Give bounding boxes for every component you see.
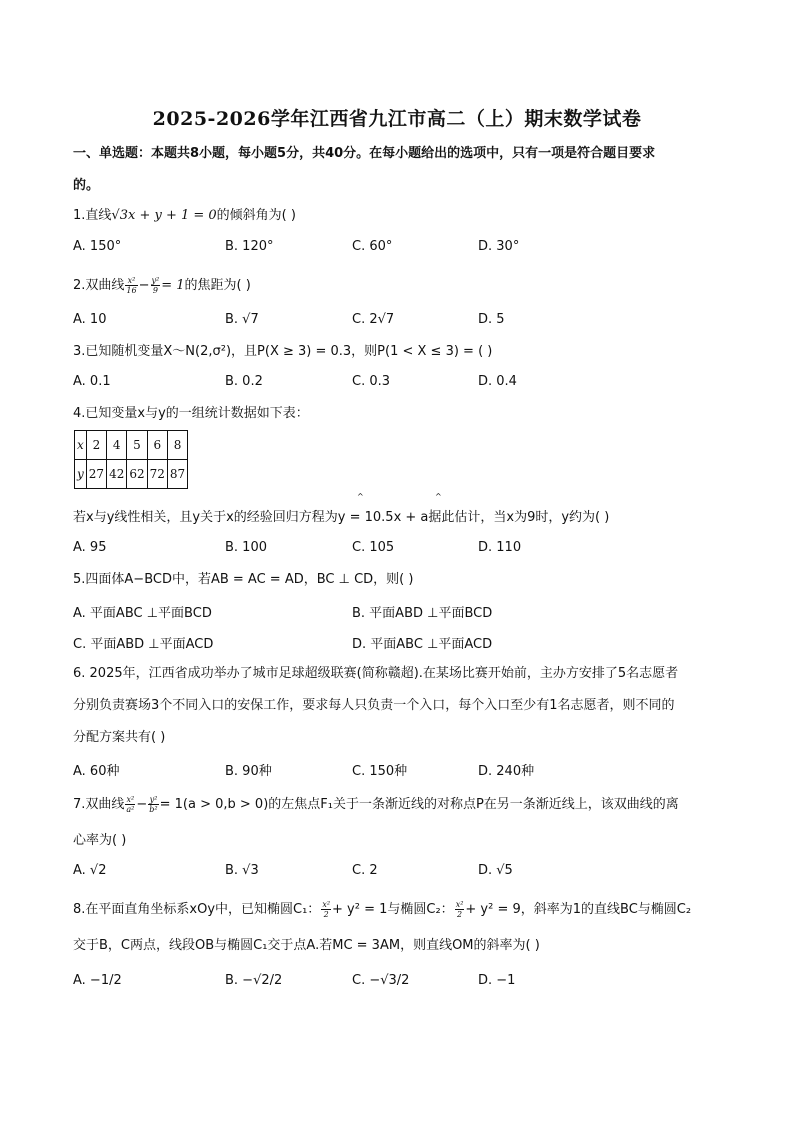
q1-option-b[interactable]: B. 120° bbox=[225, 239, 274, 254]
q8-mid1: + y² = 1与椭圆C₂： bbox=[332, 902, 454, 917]
q8-options bbox=[73, 973, 753, 991]
q5-options-row2 bbox=[73, 633, 753, 651]
section-instructions-line1: 一、单选题：本题共8小题，每小题5分，共40分。在每小题给出的选项中，只有一项是符合题目要求 bbox=[73, 146, 656, 161]
q4-option-b[interactable]: B. 100 bbox=[225, 540, 267, 555]
q6-option-b[interactable]: B. 90种 bbox=[225, 764, 272, 779]
table-cell: 8 bbox=[167, 431, 187, 460]
q7-option-b[interactable]: B. √3 bbox=[225, 863, 259, 878]
table-cell: 27 bbox=[86, 460, 106, 489]
question-6-line3: 分配方案共有( ) bbox=[73, 730, 166, 745]
question-6-line2: 分别负责赛场3个不同入口的安保工作，要求每人只负责一个入口，每个入口至少有1名志愿者，则不同的 bbox=[73, 698, 675, 713]
q2-equals: = 1 bbox=[161, 278, 185, 293]
q1-option-c[interactable]: C. 60° bbox=[352, 239, 393, 254]
q7-option-a[interactable]: A. √2 bbox=[73, 863, 107, 878]
table-cell: 62 bbox=[127, 460, 147, 489]
q2-prefix: 2.双曲线 bbox=[73, 278, 125, 293]
q7-option-d[interactable]: D. √5 bbox=[478, 863, 513, 878]
exam-title: 2025-2026学年江西省九江市高二（上）期末数学试卷 bbox=[152, 108, 642, 130]
q6-options bbox=[73, 760, 753, 778]
q8-option-a[interactable]: A. −1/2 bbox=[73, 973, 122, 988]
q7-fraction-y: $\frac{\text{y²}}{\text{b²}}$ bbox=[149, 795, 158, 814]
question-1 bbox=[73, 207, 296, 225]
hat-mark: ^ bbox=[357, 492, 364, 501]
q3-option-b[interactable]: B. 0.2 bbox=[225, 374, 263, 389]
q8-fraction-1: $\frac{\text{x²}}{2}$ bbox=[322, 900, 331, 919]
question-6-line1: 6. 2025年，江西省成功举办了城市足球超级联赛(简称赣超).在某场比赛开始前，主办方安排了5名志愿者 bbox=[73, 666, 679, 681]
q3-option-d[interactable]: D. 0.4 bbox=[478, 374, 517, 389]
section-instructions-line2: 的。 bbox=[73, 178, 100, 193]
table-cell-y-label: y bbox=[75, 460, 87, 489]
q7-tail: = 1(a > 0,b > 0)的左焦点F₁关于一条渐近线的对称点P在另一条渐近线上，该双曲线的离 bbox=[159, 797, 679, 812]
question-7-line1: 7.双曲线 $\frac{\text{x²}}{\text{a²}}$ − $\frac{\text{y²}}{\text{b²}}$ = 1(a > 0,b > 0)的左焦点F₁关于一条渐近线的对称点P在另一条渐近线上，该双曲线的离 bbox=[73, 795, 679, 814]
q1-prefix: 1.直线 bbox=[73, 208, 112, 223]
q8-fraction-2: $\frac{\text{x²}}{2}$ bbox=[455, 900, 464, 919]
q4-options bbox=[73, 540, 753, 558]
q7-prefix: 7.双曲线 bbox=[73, 797, 125, 812]
q2-suffix: 的焦距为( ) bbox=[184, 278, 251, 293]
q6-option-c[interactable]: C. 150种 bbox=[352, 764, 408, 779]
question-2: 2.双曲线 $\frac{\text{x²}}{16}$ − $\frac{\text{y²}}{9}$ = 1的焦距为( ) bbox=[73, 276, 251, 295]
q1-options bbox=[73, 239, 753, 257]
q2-option-b[interactable]: B. √7 bbox=[225, 312, 259, 327]
hat-mark: ^ bbox=[435, 492, 442, 501]
table-row-y bbox=[75, 460, 188, 489]
stats-table bbox=[74, 430, 188, 489]
q7-option-c[interactable]: C. 2 bbox=[352, 863, 378, 878]
q5-option-a[interactable]: A. 平面ABC ⊥平面BCD bbox=[73, 606, 212, 621]
table-cell: 2 bbox=[86, 431, 106, 460]
table-cell: 4 bbox=[107, 431, 127, 460]
q4-option-a[interactable]: A. 95 bbox=[73, 540, 107, 555]
q8-option-d[interactable]: D. −1 bbox=[478, 973, 516, 988]
q5-option-c[interactable]: C. 平面ABD ⊥平面ACD bbox=[73, 637, 214, 652]
q1-option-d[interactable]: D. 30° bbox=[478, 239, 520, 254]
q8-prefix: 8.在平面直角坐标系xOy中，已知椭圆C₁： bbox=[73, 902, 321, 917]
question-7-line2: 心率为( ) bbox=[73, 833, 127, 848]
q4-option-d[interactable]: D. 110 bbox=[478, 540, 522, 555]
q3-option-a[interactable]: A. 0.1 bbox=[73, 374, 111, 389]
q2-option-c[interactable]: C. 2√7 bbox=[352, 312, 395, 327]
q4-option-c[interactable]: C. 105 bbox=[352, 540, 395, 555]
question-8-line2: 交于B，C两点，线段OB与椭圆C₁交于点A.若MC = 3AM，则直线OM的斜率为( ) bbox=[73, 938, 540, 953]
table-cell: 6 bbox=[147, 431, 167, 460]
q3-options bbox=[73, 374, 753, 392]
question-8-line1 bbox=[73, 900, 691, 919]
table-cell: 87 bbox=[167, 460, 187, 489]
question-5: 5.四面体A−BCD中，若AB = AC = AD，BC ⊥ CD，则( ) bbox=[73, 572, 414, 587]
q6-option-a[interactable]: A. 60种 bbox=[73, 764, 120, 779]
question-3: 3.已知随机变量X～N(2,σ²)，且P(X ≥ 3) = 0.3，则P(1 < X ≤ 3) = ( ) bbox=[73, 344, 493, 359]
q8-option-b[interactable]: B. −√2/2 bbox=[225, 973, 283, 988]
q8-option-c[interactable]: C. −√3/2 bbox=[352, 973, 410, 988]
q2-option-a[interactable]: A. 10 bbox=[73, 312, 107, 327]
table-cell: 42 bbox=[107, 460, 127, 489]
q7-fraction-x: $\frac{\text{x²}}{\text{a²}}$ bbox=[126, 795, 135, 814]
q3-option-c[interactable]: C. 0.3 bbox=[352, 374, 391, 389]
table-cell-x-label: x bbox=[75, 431, 87, 460]
q8-mid2: + y² = 9，斜率为1的直线BC与椭圆C₂ bbox=[465, 902, 692, 917]
q5-option-d[interactable]: D. 平面ABC ⊥平面ACD bbox=[352, 637, 493, 652]
q2-options bbox=[73, 312, 753, 330]
q1-suffix: 的倾斜角为( ) bbox=[216, 208, 296, 223]
table-cell: 72 bbox=[147, 460, 167, 489]
table-cell: 5 bbox=[127, 431, 147, 460]
q5-option-b[interactable]: B. 平面ABD ⊥平面BCD bbox=[352, 606, 493, 621]
question-4: 4.已知变量x与y的一组统计数据如下表： bbox=[73, 406, 309, 421]
q5-options-row1 bbox=[73, 602, 753, 620]
table-row-x bbox=[75, 431, 188, 460]
q7-options bbox=[73, 863, 753, 881]
q1-expression: √3x + y + 1 = 0 bbox=[111, 208, 217, 223]
q6-option-d[interactable]: D. 240种 bbox=[478, 764, 535, 779]
question-4-continued: 若x与y线性相关，且y关于x的经验回归方程为y = 10.5x + a据此估计，当x为9时，y约为( ) bbox=[73, 510, 610, 525]
q1-option-a[interactable]: A. 150° bbox=[73, 239, 122, 254]
q2-fraction-y: $\frac{\text{y²}}{9}$ bbox=[151, 276, 160, 295]
q2-option-d[interactable]: D. 5 bbox=[478, 312, 505, 327]
q2-fraction-x: $\frac{\text{x²}}{16}$ bbox=[126, 276, 137, 295]
